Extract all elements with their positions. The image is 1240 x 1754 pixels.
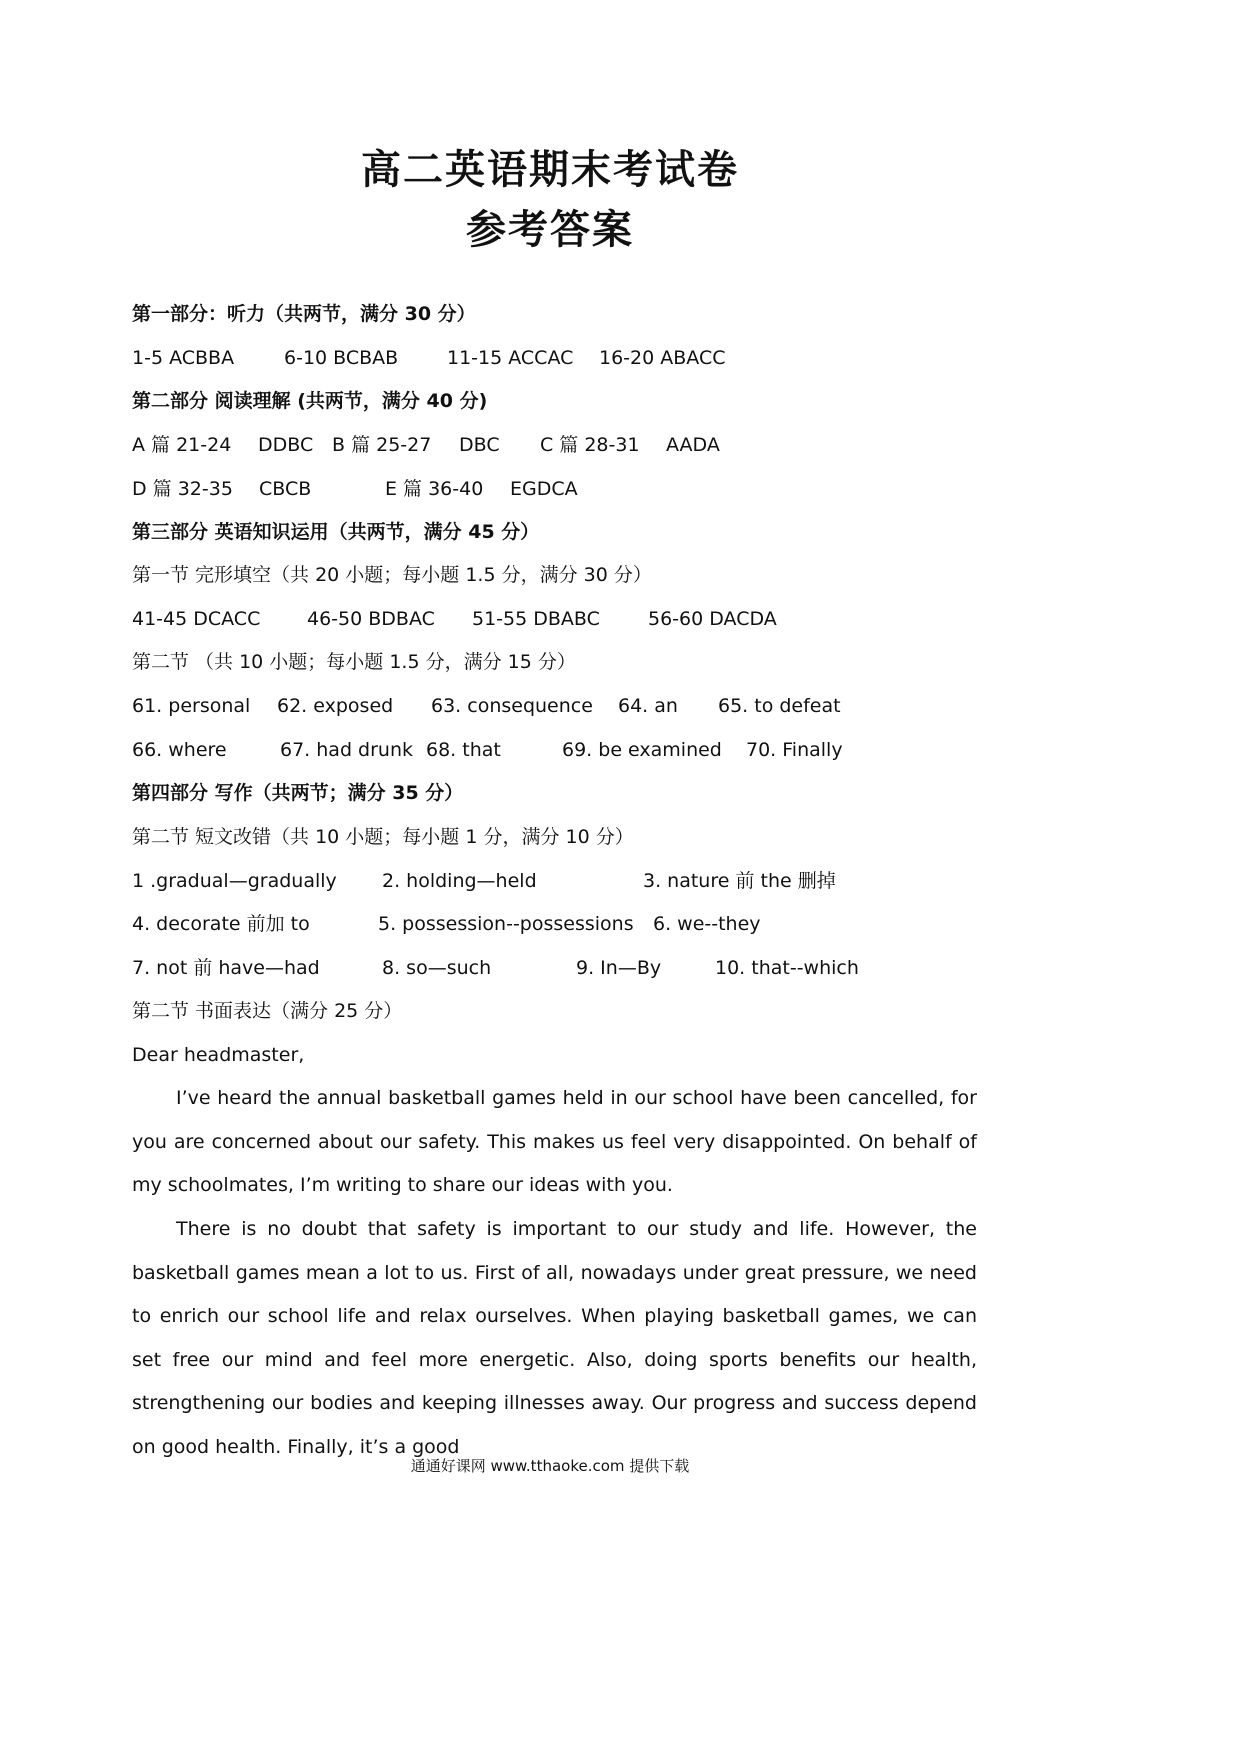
- letter-paragraph: I’ve heard the annual basketball games held in our school have been cancelled, for you are concerned about our safety. This makes us feel very disappointed. On behalf of my schoolmates, I’m writing to share our ideas with you.: [132, 1087, 977, 1197]
- passage-range: E 篇 36-40: [385, 478, 484, 500]
- answer-item: 63. consequence: [431, 695, 593, 717]
- correction-item: 1 .gradual—gradually: [132, 870, 337, 892]
- answer-item: 69. be examined: [562, 739, 722, 761]
- answer-item: 61. personal: [132, 695, 251, 717]
- answer-group: 46-50 BDBAC: [307, 608, 435, 630]
- letter-paragraph: There is no doubt that safety is important to our study and life. However, the basketball games mean a lot to us. First of all, nowadays under great pressure, we need to enrich our school life and relax ourselves. When playing basketball games, we can set free our mind and feel more energetic. Also, doing sports benefits our health, strengthening our bodies and keeping illnesses away. Our progress and success depend on good health. Finally, it’s a good: [132, 1218, 977, 1458]
- answer-item: 66. where: [132, 739, 227, 761]
- page-title: 高二英语期末考试卷: [361, 146, 739, 193]
- part2-heading: 第二部分 阅读理解 (共两节，满分 40 分): [132, 390, 488, 412]
- answer-item: 65. to defeat: [718, 695, 841, 717]
- answer-group: 6-10 BCBAB: [284, 347, 399, 369]
- answer-group: 1-5 ACBBA: [132, 347, 235, 369]
- answer-item: 64. an: [618, 695, 678, 717]
- correction-item: 8. so—such: [382, 957, 492, 979]
- answer-group: 51-55 DBABC: [472, 608, 600, 630]
- part3-heading: 第三部分 英语知识运用（共两节，满分 45 分）: [132, 521, 540, 543]
- answer-item: 70. Finally: [746, 739, 843, 761]
- passage-answers: DBC: [459, 434, 500, 456]
- answer-group: 16-20 ABACC: [599, 347, 726, 369]
- section-heading: 第一节 完形填空（共 20 小题；每小题 1.5 分，满分 30 分）: [132, 564, 652, 586]
- answer-item: 68. that: [426, 739, 501, 761]
- passage-range: A 篇 21-24: [132, 434, 232, 456]
- part1-heading: 第一部分：听力（共两节，满分 30 分）: [132, 303, 476, 325]
- passage-range: C 篇 28-31: [540, 434, 640, 456]
- section-heading: 第二节 短文改错（共 10 小题；每小题 1 分，满分 10 分）: [132, 826, 634, 848]
- correction-item: 3. nature 前 the 删掉: [643, 870, 836, 892]
- answer-group: 56-60 DACDA: [648, 608, 777, 630]
- answer-item: 67. had drunk: [280, 739, 413, 761]
- passage-answers: DDBC: [258, 434, 314, 456]
- passage-answers: EGDCA: [510, 478, 578, 500]
- page-footer: 通通好课网 www.tthaoke.com 提供下载: [410, 1457, 690, 1475]
- correction-item: 10. that--which: [715, 957, 859, 979]
- answer-group: 41-45 DCACC: [132, 608, 261, 630]
- correction-item: 7. not 前 have—had: [132, 957, 320, 979]
- part4-heading: 第四部分 写作（共两节；满分 35 分）: [132, 782, 464, 804]
- correction-item: 4. decorate 前加 to: [132, 913, 310, 935]
- correction-item: 2. holding—held: [382, 870, 537, 892]
- correction-item: 5. possession--possessions: [378, 913, 634, 935]
- page-subtitle: 参考答案: [466, 206, 634, 253]
- answer-group: 11-15 ACCAC: [447, 347, 574, 369]
- section-heading: 第二节 书面表达（满分 25 分）: [132, 1000, 403, 1022]
- passage-answers: AADA: [666, 434, 720, 456]
- passage-range: D 篇 32-35: [132, 478, 233, 500]
- section-heading: 第二节 （共 10 小题；每小题 1.5 分，满分 15 分）: [132, 651, 576, 673]
- passage-range: B 篇 25-27: [332, 434, 432, 456]
- correction-item: 9. In—By: [576, 957, 662, 979]
- correction-item: 6. we--they: [653, 913, 761, 935]
- answer-item: 62. exposed: [277, 695, 394, 717]
- letter-salutation: Dear headmaster,: [132, 1044, 305, 1066]
- passage-answers: CBCB: [259, 478, 312, 500]
